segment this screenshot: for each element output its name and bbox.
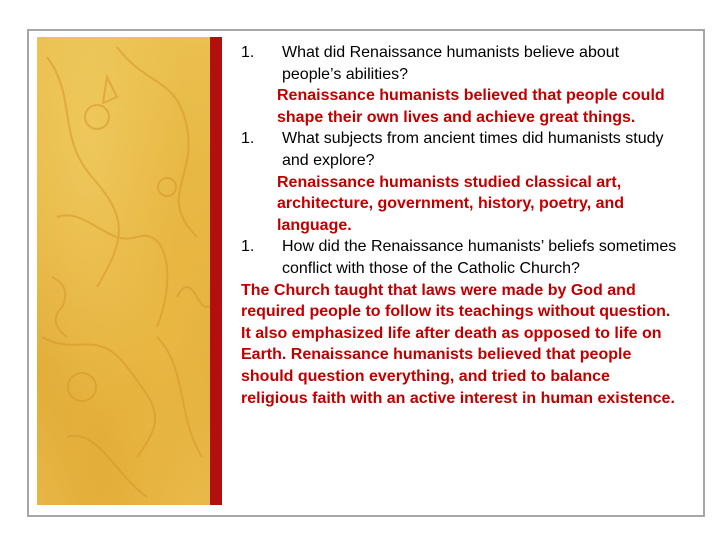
question-number: 1. <box>241 130 255 148</box>
question-3 <box>241 236 681 279</box>
answer-1: Renaissance humanists believed that people could shape their own lives and achieve great things. <box>277 87 665 126</box>
question-text: How did the Renaissance humanists’ beliefs sometimes conflict with those of the Catholic Church? <box>282 238 677 277</box>
question-text: What subjects from ancient times did humanists study and explore? <box>282 130 664 169</box>
decorative-parchment-image <box>37 37 210 505</box>
question-number: 1. <box>241 238 255 256</box>
parchment-pattern <box>37 37 210 505</box>
question-list <box>241 42 681 409</box>
question-2 <box>241 128 681 171</box>
question-1 <box>241 42 681 85</box>
question-number: 1. <box>241 44 255 61</box>
question-text: What did Renaissance humanists believe about people’s abilities? <box>282 44 620 83</box>
accent-bar <box>210 37 222 505</box>
answer-3: The Church taught that laws were made by God and required people to follow its teachings without question. It also emphasized life after death as opposed to life on Earth. Renaissance humanists believed that people should question everything, and tried to balance religious faith with an active interest in human existence. <box>241 281 675 407</box>
answer-2: Renaissance humanists studied classical art, architecture, government, history, poetry, and language. <box>277 173 625 234</box>
